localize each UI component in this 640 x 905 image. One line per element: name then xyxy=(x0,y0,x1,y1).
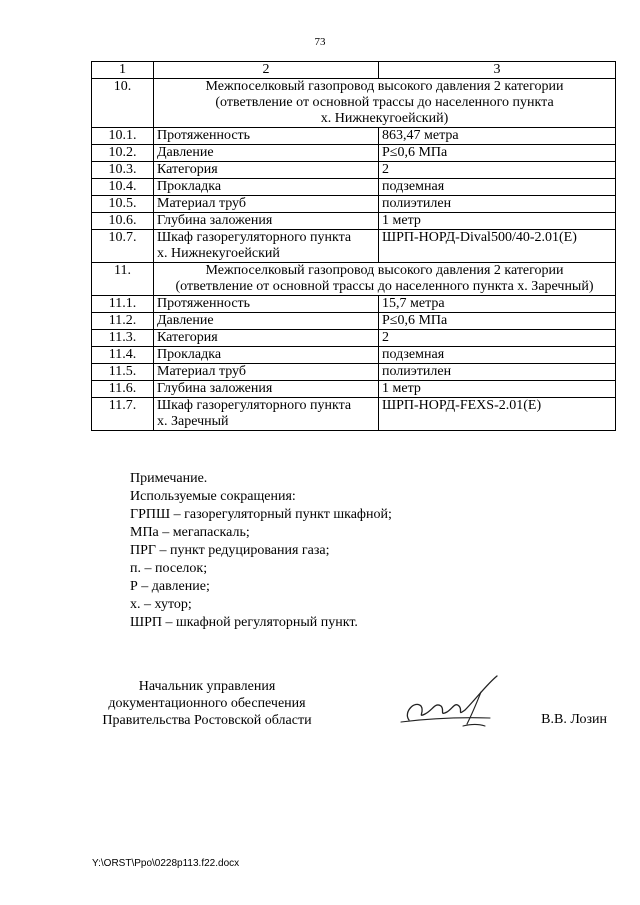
row-value: 1 метр xyxy=(379,381,616,398)
row-parameter-line: Шкаф газорегуляторного пункта xyxy=(157,230,352,245)
table-row xyxy=(92,162,616,179)
row-value: P≤0,6 МПа xyxy=(379,313,616,330)
row-number: 10.3. xyxy=(92,162,154,179)
row-parameter: Протяженность xyxy=(154,128,379,145)
section-title-line: (ответвление от основной трассы до населенного пункта х. Заречный) xyxy=(175,279,594,294)
row-parameter: Давление xyxy=(154,145,379,162)
signer-name: В.В. Лозин xyxy=(541,712,607,727)
signer-position-line: Начальник управления xyxy=(138,679,276,694)
note-block xyxy=(130,470,392,632)
section-title-line: (ответвление от основной трассы до населенного пункта xyxy=(215,95,554,110)
table-row xyxy=(92,213,616,230)
row-number: 11.6. xyxy=(92,381,154,398)
section-title-line: х. Нижнекугоейский) xyxy=(320,111,449,126)
table-row xyxy=(92,398,616,431)
note-line: п. – поселок; xyxy=(130,561,208,576)
row-parameter: Материал труб xyxy=(154,364,379,381)
row-parameter: Категория xyxy=(154,162,379,179)
row-value: 15,7 метра xyxy=(379,296,616,313)
table-row xyxy=(92,330,616,347)
row-value: полиэтилен xyxy=(379,364,616,381)
row-number: 11.4. xyxy=(92,347,154,364)
table-row xyxy=(92,313,616,330)
table-row xyxy=(92,179,616,196)
row-number: 11.7. xyxy=(92,398,154,431)
note-line: х. – хутор; xyxy=(130,597,192,612)
row-number: 10.2. xyxy=(92,145,154,162)
row-number: 10.5. xyxy=(92,196,154,213)
section-title xyxy=(154,263,616,296)
row-value: 1 метр xyxy=(379,213,616,230)
section-number: 10. xyxy=(92,79,154,128)
section-heading-row xyxy=(92,79,616,128)
row-value: ШРП-НОРД-FEXS-2.01(Е) xyxy=(379,398,616,431)
row-parameter: Давление xyxy=(154,313,379,330)
section-number: 11. xyxy=(92,263,154,296)
row-value: подземная xyxy=(379,347,616,364)
header-cell: 1 xyxy=(92,62,154,79)
note-line: ШРП – шкафной регуляторный пункт. xyxy=(130,615,358,630)
header-cell: 2 xyxy=(154,62,379,79)
footer-file-path: Y:\ORST\Ppo\0228p113.f22.docx xyxy=(92,858,240,869)
note-line: Р – давление; xyxy=(130,579,210,594)
table-row xyxy=(92,296,616,313)
signer-position-line: документационного обеспечения xyxy=(108,696,306,711)
page-number: 73 xyxy=(314,36,326,48)
table-row xyxy=(92,381,616,398)
row-parameter: Протяженность xyxy=(154,296,379,313)
row-parameter-line: х. Заречный xyxy=(157,414,229,429)
row-parameter xyxy=(154,398,379,431)
row-number: 11.2. xyxy=(92,313,154,330)
row-value: 2 xyxy=(379,330,616,347)
header-cell: 3 xyxy=(379,62,616,79)
row-value: ШРП-НОРД-Dival500/40-2.01(Е) xyxy=(379,230,616,263)
handwritten-signature xyxy=(395,672,505,732)
table-row xyxy=(92,347,616,364)
row-parameter: Прокладка xyxy=(154,347,379,364)
table-row xyxy=(92,145,616,162)
row-number: 10.6. xyxy=(92,213,154,230)
section-title-line: Межпоселковый газопровод высокого давления 2 категории xyxy=(205,79,564,94)
section-heading-row xyxy=(92,263,616,296)
note-line: МПа – мегапаскаль; xyxy=(130,525,250,540)
table-row xyxy=(92,364,616,381)
row-parameter: Прокладка xyxy=(154,179,379,196)
note-line: ПРГ – пункт редуцирования газа; xyxy=(130,543,330,558)
row-value: подземная xyxy=(379,179,616,196)
section-title-line: Межпоселковый газопровод высокого давления 2 категории xyxy=(205,263,564,278)
row-parameter-line: Шкаф газорегуляторного пункта xyxy=(157,398,352,413)
signer-position-line: Правительства Ростовской области xyxy=(102,713,312,728)
row-number: 11.3. xyxy=(92,330,154,347)
table-row xyxy=(92,196,616,213)
table-header-row xyxy=(92,62,616,79)
section-title xyxy=(154,79,616,128)
note-line: ГРПШ – газорегуляторный пункт шкафной; xyxy=(130,507,392,522)
row-value: 863,47 метра xyxy=(379,128,616,145)
row-number: 11.5. xyxy=(92,364,154,381)
row-value: P≤0,6 МПа xyxy=(379,145,616,162)
note-line: Используемые сокращения: xyxy=(130,489,296,504)
table-row xyxy=(92,128,616,145)
row-parameter-line: х. Нижнекугоейский xyxy=(157,246,280,261)
table-row xyxy=(92,230,616,263)
row-value: 2 xyxy=(379,162,616,179)
row-number: 10.1. xyxy=(92,128,154,145)
row-number: 10.7. xyxy=(92,230,154,263)
row-number: 10.4. xyxy=(92,179,154,196)
row-parameter xyxy=(154,230,379,263)
row-value: полиэтилен xyxy=(379,196,616,213)
row-parameter: Категория xyxy=(154,330,379,347)
row-parameter: Глубина заложения xyxy=(154,213,379,230)
specification-table xyxy=(91,61,616,431)
row-parameter: Глубина заложения xyxy=(154,381,379,398)
row-parameter: Материал труб xyxy=(154,196,379,213)
row-number: 11.1. xyxy=(92,296,154,313)
note-title: Примечание. xyxy=(130,471,208,486)
signer-position xyxy=(92,678,322,729)
